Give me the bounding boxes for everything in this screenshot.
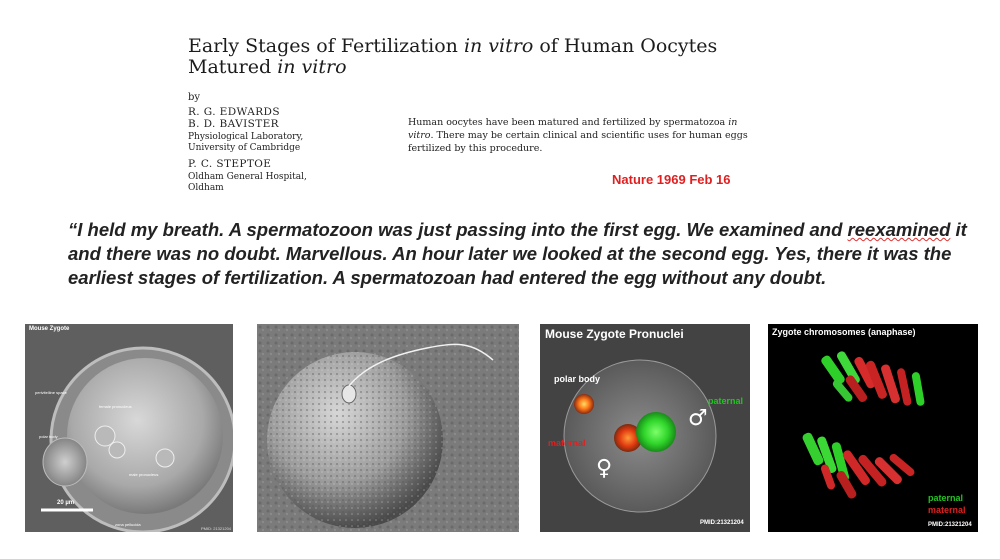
quote-text <box>68 218 968 290</box>
author-steptoe: P. C. STEPTOE <box>188 158 272 170</box>
female-symbol-icon: ♀ <box>596 456 613 481</box>
abstract <box>408 116 748 155</box>
title-line-1 <box>188 36 717 57</box>
panel-sem-egg <box>257 324 519 532</box>
quote-part: “I held my breath. A spermatozoon was just passing into the first egg. We examined and <box>68 219 848 240</box>
panel-title: Zygote chromosomes (anaphase) <box>772 327 916 337</box>
affiliation-line: Oldham <box>188 183 224 193</box>
label-female-pronucleus: female pronucleus <box>99 404 132 409</box>
paternal-label: paternal <box>928 493 964 503</box>
affiliation-line: Oldham General Hospital, <box>188 172 307 182</box>
panel-title: Mouse Zygote <box>29 326 70 332</box>
pmid-label: PMID: 21321204 <box>201 526 232 531</box>
panel-mouse-zygote-dic <box>25 324 233 532</box>
paper-title <box>188 36 717 78</box>
affiliation-line: Physiological Laboratory, <box>188 132 304 142</box>
abstract-text: . There may be certain clinical and scientific uses for human eggs fertilized by this procedure. <box>408 130 748 154</box>
scalebar-label: 20 µm <box>57 500 75 506</box>
label-polar-body: polar body <box>39 434 58 439</box>
pmid-label: PMID:21321204 <box>700 520 744 526</box>
author-edwards: R. G. EDWARDS <box>188 106 280 118</box>
panel-chromosomes <box>768 324 978 532</box>
affiliation-cambridge <box>188 132 303 154</box>
sem-egg-image <box>257 324 519 532</box>
title-line-2 <box>188 57 717 78</box>
maternal-label: maternal <box>548 438 586 448</box>
maternal-label: maternal <box>928 505 966 515</box>
abstract-italic: in vitro <box>408 117 738 141</box>
label-zona-pellucida: zona pellucida <box>115 522 141 527</box>
title-text: Early Stages of Fertilization <box>188 35 458 57</box>
author-bavister: B. D. BAVISTER <box>188 118 279 130</box>
title-text: Matured <box>188 56 272 78</box>
quote-part: it and there was no doubt. Marvellous. An hour later we looked at the second egg. Yes, there it was the earliest stages of fertilization. A spermatozoan had entered the egg without any doubt. <box>68 219 967 288</box>
abstract-text: Human oocytes have been matured and fertilized by spermatozoa <box>408 117 726 128</box>
title-italic: in vitro <box>463 35 534 57</box>
label-male-pronucleus: male pronucleus <box>129 472 159 477</box>
label-perivitelline: perivitelline space <box>35 390 67 395</box>
polar-body-label: polar body <box>554 374 601 384</box>
quote-underlined-word: reexamined <box>847 219 951 240</box>
male-symbol-icon: ♂ <box>688 406 708 431</box>
pronuclei-image <box>540 324 750 532</box>
panel-title: Mouse Zygote Pronuclei <box>545 327 684 341</box>
pmid-label: PMID:21321204 <box>928 522 972 528</box>
paternal-label: paternal <box>708 396 744 406</box>
affiliation-oldham <box>188 172 307 194</box>
title-italic: in vitro <box>277 56 347 78</box>
panel-pronuclei <box>540 324 750 532</box>
by-label: by <box>188 92 201 103</box>
affiliation-line: University of Cambridge <box>188 143 301 153</box>
citation-label: Nature 1969 Feb 16 <box>612 172 731 187</box>
title-text: of Human Oocytes <box>539 35 718 57</box>
